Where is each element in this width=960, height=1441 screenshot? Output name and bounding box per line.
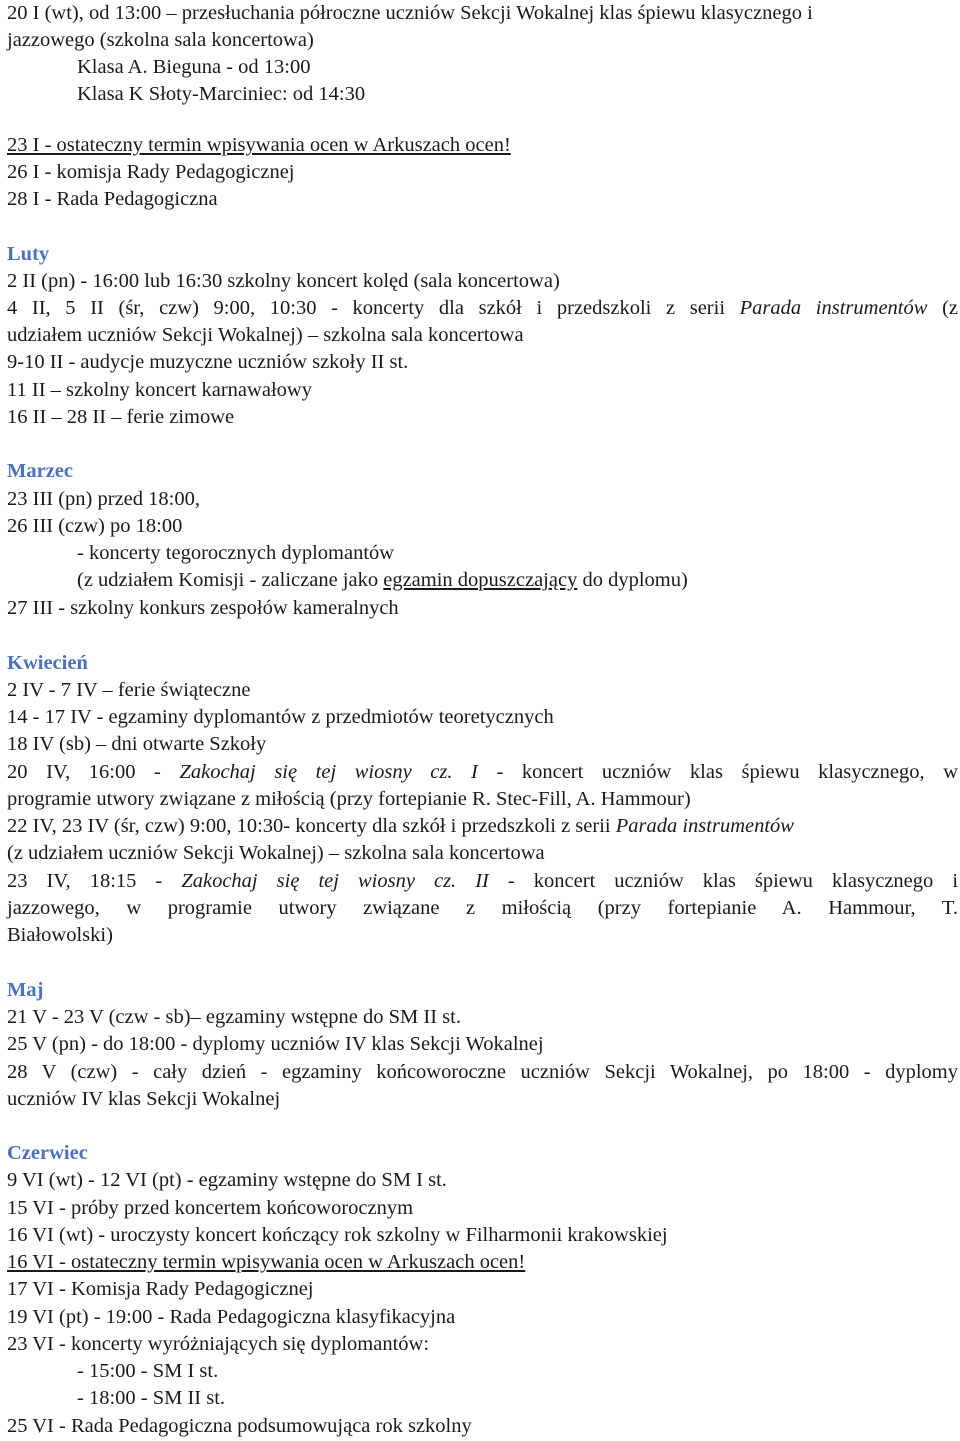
calendar-entry-continuation: jazzowego, w programie utwory związane z miłością (przy fortepianie A. Hammour, T.	[7, 897, 958, 919]
calendar-entry-deadline: 23 I - ostateczny termin wpisywania ocen w Arkuszach ocen!	[7, 134, 511, 156]
month-heading-maj: Maj	[7, 979, 44, 1001]
calendar-entry: 15 VI - próby przed koncertem końcoworocznym	[7, 1197, 414, 1219]
month-heading-kwiecien: Kwiecień	[7, 652, 88, 674]
month-heading-luty: Luty	[7, 243, 50, 265]
entry-series-title: Parada instrumentów	[615, 815, 794, 837]
calendar-entry: 20 I (wt), od 13:00 – przesłuchania półroczne uczniów Sekcji Wokalnej klas śpiewu klasycznego i	[7, 2, 813, 24]
calendar-entry: 21 V - 23 V (czw - sb)– egzaminy wstępne do SM II st.	[7, 1006, 461, 1028]
entry-concert-title: Zakochaj się tej wiosny cz. II	[181, 870, 489, 892]
calendar-entry-continuation: (z udziałem uczniów Sekcji Wokalnej) – szkolna sala koncertowa	[7, 842, 545, 864]
calendar-entry-detail: - koncerty tegorocznych dyplomantów	[77, 542, 395, 564]
entry-concert-title: Zakochaj się tej wiosny cz. I	[179, 761, 478, 783]
calendar-entry: 16 VI (wt) - uroczysty koncert kończący rok szkolny w Filharmonii krakowskiej	[7, 1224, 668, 1246]
calendar-entry: 9 VI (wt) - 12 VI (pt) - egzaminy wstępne do SM I st.	[7, 1169, 447, 1191]
calendar-entry: 19 VI (pt) - 19:00 - Rada Pedagogiczna klasyfikacyjna	[7, 1306, 456, 1328]
calendar-entry: 17 VI - Komisja Rady Pedagogicznej	[7, 1278, 314, 1300]
calendar-entry: 9-10 II - audycje muzyczne uczniów szkoły II st.	[7, 351, 409, 373]
calendar-entry-continuation: programie utwory związane z miłością (przy fortepianie R. Stec-Fill, A. Hammour)	[7, 788, 691, 810]
calendar-entry: 16 II – 28 II – ferie zimowe	[7, 406, 235, 428]
calendar-entry-detail: Klasa K Słoty-Marciniec: od 14:30	[77, 83, 366, 105]
calendar-entry	[7, 813, 794, 840]
calendar-entry-deadline: 16 VI - ostateczny termin wpisywania ocen w Arkuszach ocen!	[7, 1251, 526, 1273]
calendar-entry: 2 IV - 7 IV – ferie świąteczne	[7, 679, 251, 701]
month-heading-czerwiec: Czerwiec	[7, 1142, 88, 1164]
calendar-entry: 23 VI - koncerty wyróżniających się dyplomantów:	[7, 1333, 430, 1355]
calendar-entry: 26 I - komisja Rady Pedagogicznej	[7, 161, 295, 183]
entry-text: (z	[942, 297, 958, 319]
calendar-entry: 14 - 17 IV - egzaminy dyplomantów z przedmiotów teoretycznych	[7, 706, 554, 728]
calendar-entry-detail	[77, 567, 688, 594]
entry-text: - koncert uczniów klas śpiewu klasycznego i	[507, 870, 959, 892]
entry-text: 4 II, 5 II (śr, czw) 9:00, 10:30 - koncerty dla szkół i przedszkoli z serii	[7, 297, 726, 319]
calendar-entry: 26 III (czw) po 18:00	[7, 515, 183, 537]
entry-emphasis: egzamin dopuszczający	[383, 569, 578, 591]
entry-series-title: Parada instrumentów	[739, 297, 928, 319]
calendar-entry: 2 II (pn) - 16:00 lub 16:30 szkolny koncert kolęd (sala koncertowa)	[7, 270, 560, 292]
calendar-entry: 23 III (pn) przed 18:00,	[7, 488, 200, 510]
calendar-entry: 27 III - szkolny konkurs zespołów kameralnych	[7, 597, 399, 619]
entry-text: 23 IV, 18:15 -	[7, 870, 163, 892]
entry-text: do dyplomu)	[582, 569, 688, 591]
calendar-entry: 28 V (czw) - cały dzień - egzaminy końcoworoczne uczniów Sekcji Wokalnej, po 18:00 - dyplomy	[7, 1061, 958, 1083]
calendar-entry-continuation: jazzowego (szkolna sala koncertowa)	[7, 29, 314, 51]
calendar-entry: 11 II – szkolny koncert karnawałowy	[7, 379, 312, 401]
month-heading-marzec: Marzec	[7, 460, 73, 482]
calendar-entry: 25 V (pn) - do 18:00 - dyplomy uczniów IV klas Sekcji Wokalnej	[7, 1033, 544, 1055]
calendar-entry: 25 VI - Rada Pedagogiczna podsumowująca rok szkolny	[7, 1415, 472, 1437]
entry-text: 20 IV, 16:00 -	[7, 761, 161, 783]
entry-text: (z udziałem Komisji - zaliczane jako	[77, 569, 379, 591]
calendar-entry-continuation: udziałem uczniów Sekcji Wokalnej) – szkolna sala koncertowa	[7, 324, 524, 346]
calendar-entry: 18 IV (sb) – dni otwarte Szkoły	[7, 733, 267, 755]
calendar-entry: 28 I - Rada Pedagogiczna	[7, 188, 218, 210]
calendar-entry-detail: - 18:00 - SM II st.	[77, 1387, 226, 1409]
calendar-entry-continuation: Białowolski)	[7, 924, 113, 946]
calendar-entry	[7, 868, 958, 895]
calendar-entry-detail: - 15:00 - SM I st.	[77, 1360, 219, 1382]
calendar-entry	[7, 295, 958, 322]
calendar-entry-detail: Klasa A. Bieguna - od 13:00	[77, 56, 311, 78]
calendar-entry-continuation: uczniów IV klas Sekcji Wokalnej	[7, 1088, 281, 1110]
calendar-entry	[7, 759, 958, 786]
entry-text: 22 IV, 23 IV (śr, czw) 9:00, 10:30- koncerty dla szkół i przedszkoli z serii	[7, 815, 611, 837]
entry-text: - koncert uczniów klas śpiewu klasycznego, w	[496, 761, 959, 783]
